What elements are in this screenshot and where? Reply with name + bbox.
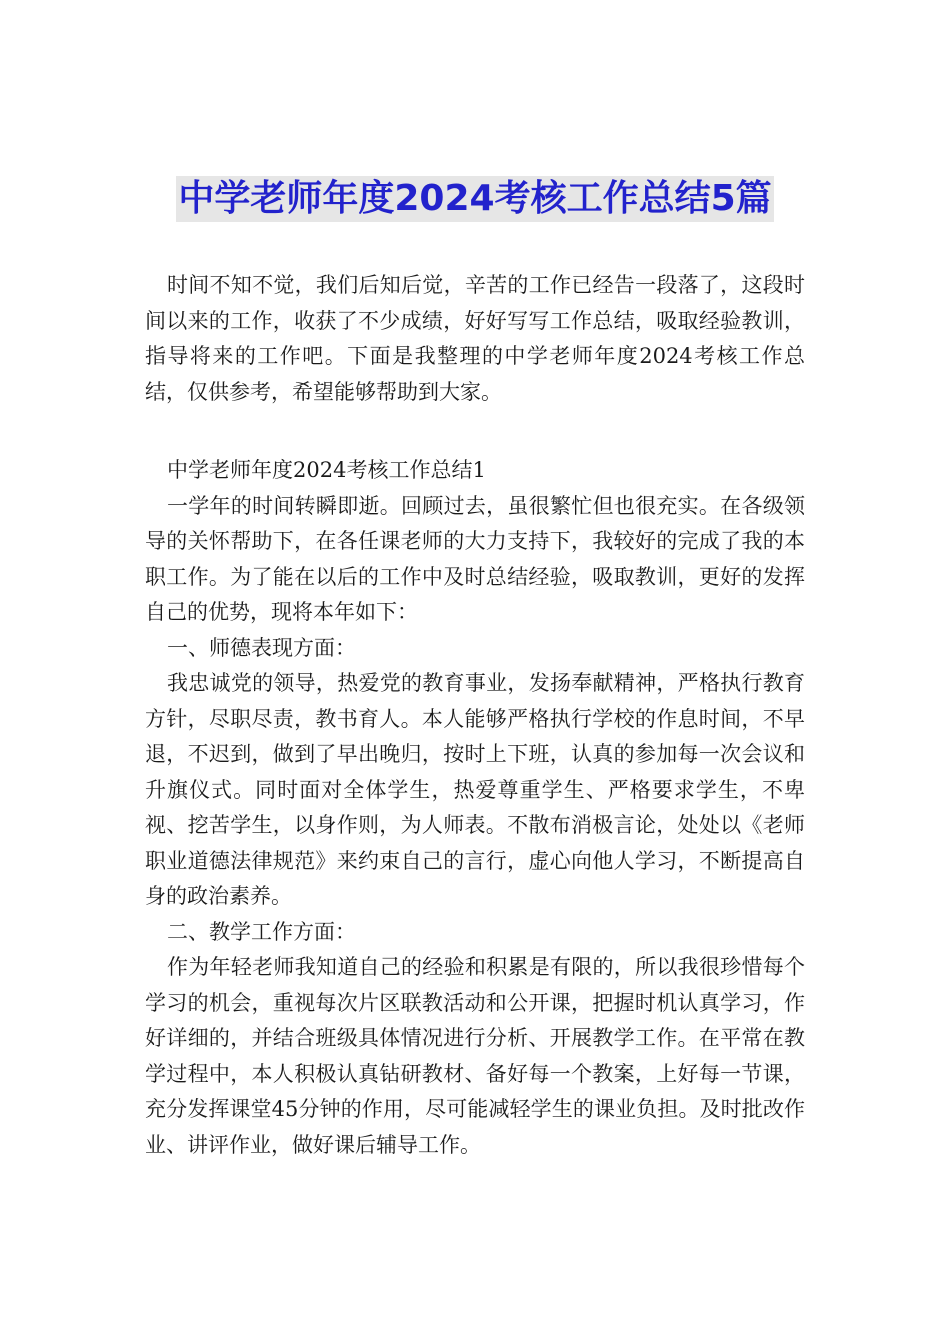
body-paragraph: 我忠诚党的领导，热爱党的教育事业，发扬奉献精神，严格执行教育方针，尽职尽责，教书育人。本人能够严格执行学校的作息时间，不早退，不迟到，做到了早出晚归，按时上下班，认真的参加每一次会议和升旗仪式。同时面对全体学生，热爱尊重学生、严格要求学生，不卑视、挖苦学生，以身作则，为人师表。不散布消极言论，处处以《老师职业道德法律规范》来约束自己的言行，虚心向他人学习，不断提高自身的政治素养。 — [145, 671, 805, 908]
main-body — [145, 453, 805, 1163]
body-paragraph: 作为年轻老师我知道自己的经验和积累是有限的，所以我很珍惜每个学习的机会，重视每次片区联教活动和公开课，把握时机认真学习，作好详细的，并结合班级具体情况进行分析、开展教学工作。在平常在教学过程中，本人积极认真钻研教材、备好每一个教案，上好每一节课，充分发挥课堂45分钟的作用，尽可能减轻学生的课业负担。及时批改作业、讲评作业，做好课后辅导工作。 — [145, 955, 805, 1157]
section-heading: 中学老师年度2024考核工作总结1 — [167, 458, 486, 482]
subheading-ethics: 一、师德表现方面： — [167, 635, 356, 660]
document-title: 中学老师年度2024考核工作总结5篇 — [176, 176, 773, 222]
intro-block — [145, 268, 805, 410]
intro-paragraph: 时间不知不觉，我们后知后觉，辛苦的工作已经告一段落了，这段时间以来的工作，收获了不少成绩，好好写写工作总结，吸取经验教训，指导将来的工作吧。下面是我整理的中学老师年度2024考核工作总结，仅供参考，希望能够帮助到大家。 — [145, 273, 805, 404]
subheading-teaching: 二、教学工作方面： — [167, 919, 356, 944]
title-container — [0, 176, 950, 222]
body-paragraph: 一学年的时间转瞬即逝。回顾过去，虽很繁忙但也很充实。在各级领导的关怀帮助下，在各任课老师的大力支持下，我较好的完成了我的本职工作。为了能在以后的工作中及时总结经验，吸取教训，更好的发挥自己的优势，现将本年如下： — [145, 493, 805, 624]
